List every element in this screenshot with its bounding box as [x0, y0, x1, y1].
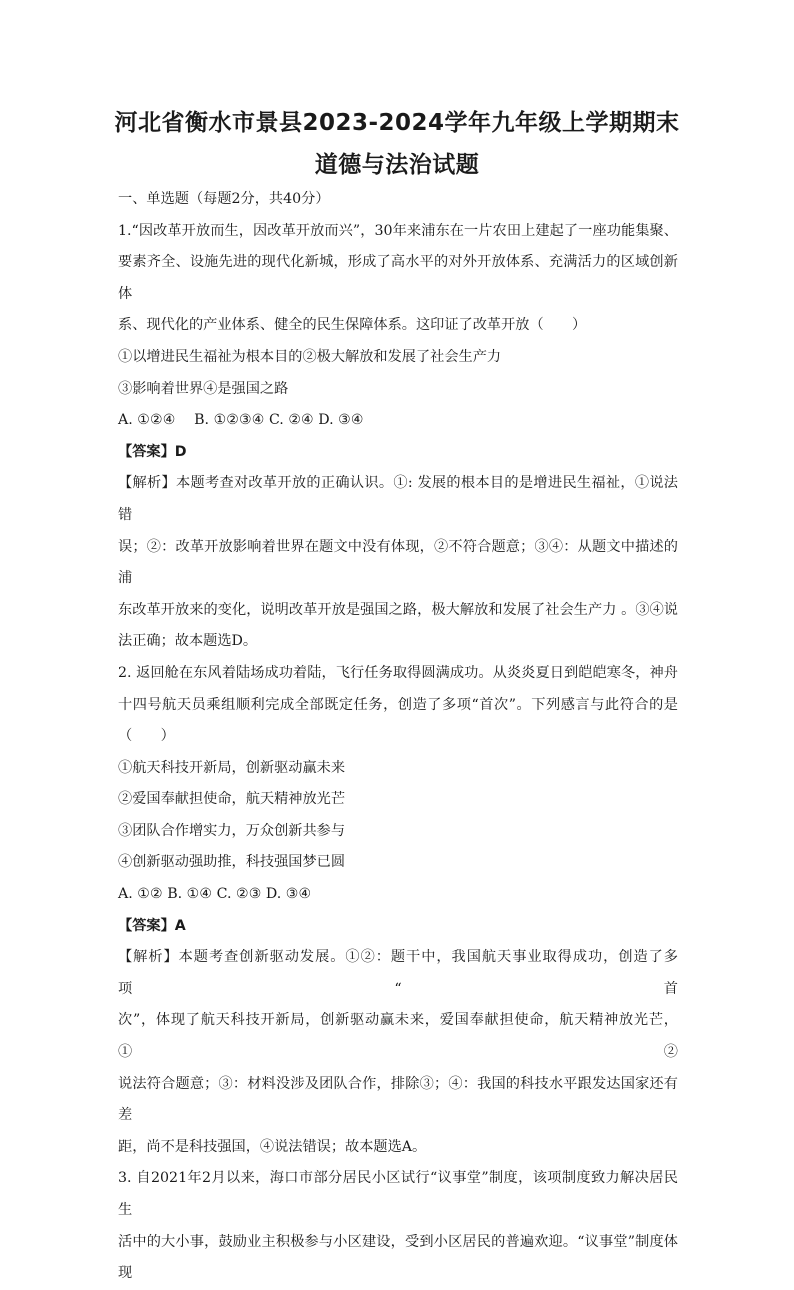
- q1-stem-line: 要素齐全、设施先进的现代化新城，形成了高水平的对外开放体系、充满活力的区域创新体: [118, 254, 678, 302]
- q1-analysis-line: 东改革开放来的变化，说明改革开放是强国之路，极大解放和发展了社会生产力 。③④说: [118, 601, 678, 618]
- q2-analysis-line: 【解析】本题考查创新驱动发展。①②：题干中，我国航天事业取得成功，创造了多项“首: [118, 949, 678, 997]
- q1-stem-line: 1.“因改革开放而生，因改革开放而兴”，30年来浦东在一片农田上建起了一座功能集聚、: [118, 222, 678, 239]
- q1-stem-line: 系、现代化的产业体系、健全的民生保障体系。这印证了改革开放（ ）: [118, 317, 587, 334]
- q2-stem-line: （ ）: [118, 728, 175, 745]
- q3-stem-line: 3. 自2021年2月以来，海口市部分居民小区试行“议事堂”制度，该项制度致力解决居民生: [118, 1170, 678, 1218]
- q2-analysis-line: 说法符合题意；③：材料没涉及团队合作，排除③；④：我国的科技水平跟发达国家还有差: [118, 1075, 678, 1124]
- q2-answer: 【答案】A: [118, 917, 186, 934]
- q1-analysis-line: 法正确；故本题选D。: [118, 633, 258, 650]
- q3-stem-line: 活中的大小事，鼓励业主积极参与小区建设，受到小区居民的普遍欢迎。“议事堂”制度体现: [118, 1233, 678, 1282]
- q2-stem-line: 2. 返回舱在东风着陆场成功着陆，飞行任务取得圆满成功。从炎炎夏日到皑皑寒冬，神舟: [118, 664, 678, 681]
- q2-option-line: ③团队合作增实力，万众创新共参与: [118, 822, 346, 839]
- q2-option-line: ④创新驱动强助推，科技强国梦已圆: [118, 854, 346, 871]
- q1-option-line: ③影响着世界④是强国之路: [118, 380, 289, 397]
- q2-option-line: ①航天科技开新局，创新驱动赢未来: [118, 759, 346, 776]
- q1-choices: A. ①②④ B. ①②③④ C. ②④ D. ③④: [118, 412, 364, 429]
- document-title-line-1: 河北省衡水市景县2023-2024学年九年级上学期期末: [114, 110, 680, 136]
- q1-analysis-line: 【解析】本题考查对改革开放的正确认识。①: 发展的根本目的是增进民生福祉，①说法错: [118, 475, 678, 523]
- q2-analysis-line: 距，尚不是科技强国，④说法错误；故本题选A。: [118, 1138, 427, 1155]
- q2-analysis-line: 次”，体现了航天科技开新局，创新驱动赢未来，爱国奉献担使命，航天精神放光芒，①②: [118, 1012, 678, 1061]
- q1-analysis-line: 误；②：改革开放影响着世界在题文中没有体现，②不符合题意；③④：从题文中描述的浦: [118, 538, 678, 587]
- q1-option-line: ①以增进民生福祉为根本目的②极大解放和发展了社会生产力: [118, 348, 502, 365]
- q2-choices: A. ①② B. ①④ C. ②③ D. ③④: [118, 886, 312, 903]
- q1-answer: 【答案】D: [118, 443, 187, 460]
- document-body: [118, 184, 678, 1290]
- document-title-line-2: 道德与法治试题: [314, 152, 480, 178]
- q2-option-line: ②爱国奉献担使命，航天精神放光芒: [118, 791, 346, 808]
- q2-stem-line: 十四号航天员乘组顺利完成全部既定任务，创造了多项“首次”。下列感言与此符合的是: [118, 696, 678, 713]
- section-heading: 一、单选题（每题2分，共40分）: [118, 191, 330, 207]
